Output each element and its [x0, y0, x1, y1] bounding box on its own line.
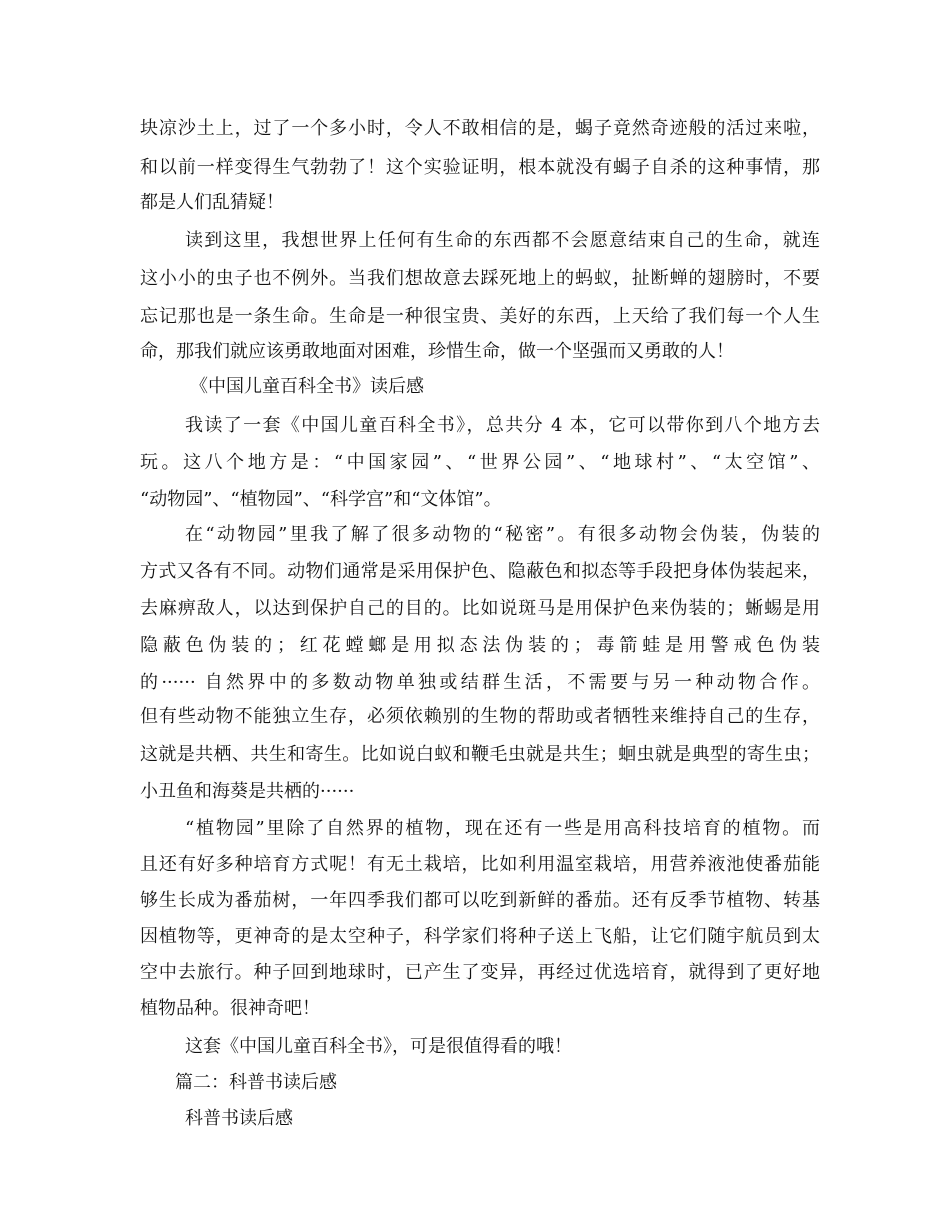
section-heading: 篇二：科普书读后感: [175, 1072, 337, 1093]
text-line: 的······ 自然界中的多数动物单独或结群生活，不需要与另一种动物合作。: [140, 672, 820, 693]
text-line: 命，那我们就应该勇敢地面对困难，珍惜生命，做一个坚强而又勇敢的人！: [140, 341, 734, 362]
text-line: 块凉沙土上，过了一个多小时，令人不敢相信的是，蝎子竟然奇迹般的活过来啦，: [140, 118, 820, 139]
text-line: 小丑鱼和海葵是共栖的······: [140, 781, 355, 802]
text-line: 够生长成为番茄树，一年四季我们都可以吃到新鲜的番茄。还有反季节植物、转基: [140, 890, 820, 911]
text-line: 这套《中国儿童百科全书》，可是很值得看的哦！: [185, 1036, 572, 1057]
text-line: 植物品种。很神奇吧！: [140, 998, 320, 1019]
section-title: 《中国儿童百科全书》读后感: [190, 376, 424, 397]
text-line: 空中去旅行。种子回到地球时，已产生了变异，再经过优选培育，就得到了更好地: [140, 962, 820, 983]
text-line: 我读了一套《中国儿童百科全书》，总共分 4 本，它可以带你到八个地方去: [185, 415, 820, 436]
text-line: 和以前一样变得生气勃勃了！这个实验证明，根本就没有蝎子自杀的这种事情，那: [140, 157, 820, 178]
text-line: 忘记那也是一条生命。生命是一种很宝贵、美好的东西，上天给了我们每一个人生: [140, 306, 820, 327]
section-title: 科普书读后感: [185, 1108, 293, 1129]
text-line: 因植物等，更神奇的是太空种子，科学家们将种子送上飞船，让它们随宇航员到太: [140, 926, 820, 947]
text-line: 隐蔽色伪装的；红花螳螂是用拟态法伪装的；毒箭蛙是用警戒色伪装: [140, 635, 820, 656]
text-line: 方式又各有不同。动物们通常是采用保护色、隐蔽色和拟态等手段把身体伪装起来，: [140, 561, 820, 582]
text-line: 在“动物园”里我了解了很多动物的“秘密”。有很多动物会伪装，伪装的: [185, 524, 820, 545]
text-line: 去麻痹敌人，以达到保护自己的目的。比如说斑马是用保护色来伪装的；蜥蜴是用: [140, 598, 820, 619]
text-line: “植物园”里除了自然界的植物，现在还有一些是用高科技培育的植物。而: [185, 818, 820, 839]
text-line: 但有些动物不能独立生存，必须依赖别的生物的帮助或者牺牲来维持自己的生存，: [140, 706, 820, 727]
text-line: 这就是共栖、共生和寄生。比如说白蚁和鞭毛虫就是共生；蛔虫就是典型的寄生虫；: [140, 744, 820, 765]
text-line: 都是人们乱猜疑！: [140, 192, 284, 213]
text-line: 这小小的虫子也不例外。当我们想故意去踩死地上的蚂蚁，扯断蝉的翅膀时，不要: [140, 268, 820, 289]
text-line: “动物园”、“植物园”、“科学宫”和“文体馆”。: [140, 489, 502, 510]
text-line: 读到这里，我想世界上任何有生命的东西都不会愿意结束自己的生命，就连: [185, 230, 820, 251]
text-line: 且还有好多种培育方式呢！有无土栽培，比如利用温室栽培，用营养液池使番茄能: [140, 854, 820, 875]
text-line: 玩。这八个地方是：“中国家园”、“世界公园”、“地球村”、“太空馆”、: [140, 452, 820, 473]
